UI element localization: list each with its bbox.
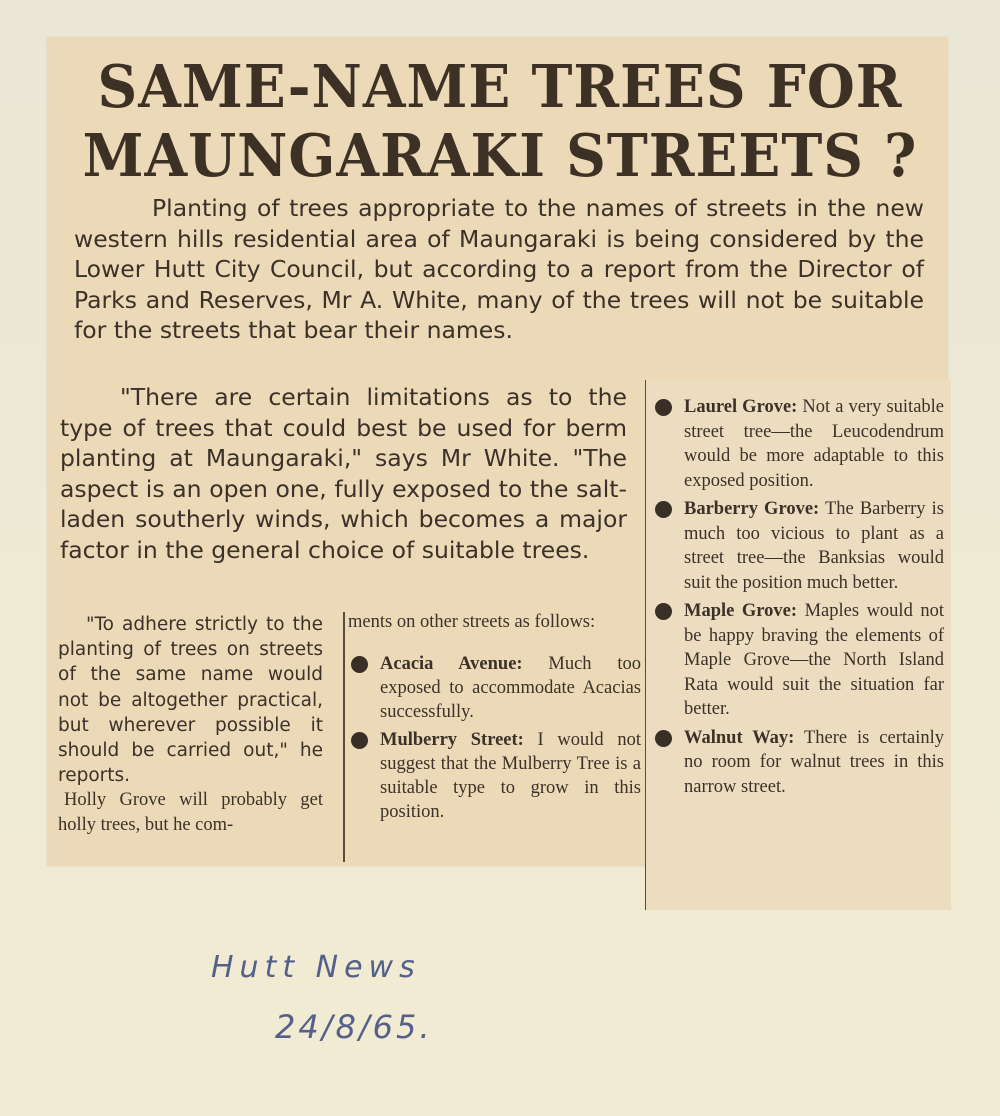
lede-text: Planting of trees appropriate to the names of streets in the new western hills residential area of Maungaraki is being considered by the Lower Hutt City Council, but according to a report from the Director of Parks and Reserves, Mr A. White, many of the trees will not be suitable for the streets that bear their names. (74, 194, 924, 344)
street-comment: Maples would not be happy braving the elements of Maple Grove—the North Island Rata would suit the situation far better. (684, 601, 944, 719)
street-name: Maple Grove: (684, 601, 798, 621)
handwritten-source: Hutt News (211, 950, 421, 985)
column-divider (343, 612, 345, 862)
street-comment: I would not suggest that the Mulberry Tree is a suitable type to grow in this position. (380, 730, 641, 822)
middle-column (348, 610, 641, 828)
street-item-maple (652, 599, 944, 722)
street-name: Acacia Avenue: (380, 654, 523, 674)
bullet-icon (655, 730, 672, 747)
headline-line-1: SAME-NAME TREES FOR (97, 50, 903, 122)
street-name: Laurel Grove: (684, 397, 798, 417)
quote-2-text: "To adhere strictly to the planting of trees on streets of the same name would not be altogether practical, but wherever possible it should be carried out," he reports. (58, 614, 323, 787)
street-item-walnut (652, 726, 944, 800)
quote-1-text: "There are certain limitations as to the type of trees that could best be used for berm planting at Maungaraki," says Mr White. "The aspect is an open one, fully exposed to the salt-laden southerly winds, which becomes a major factor in the general choice of suitable trees. (60, 383, 627, 564)
holly-paragraph (58, 788, 323, 838)
lede-paragraph (74, 193, 924, 346)
handwritten-date: 24/8/65. (275, 1008, 433, 1046)
bullet-icon (655, 399, 672, 416)
street-name: Barberry Grove: (684, 499, 820, 519)
bullet-icon (351, 732, 368, 749)
left-column (58, 612, 323, 838)
street-item-acacia (348, 652, 641, 724)
bullet-icon (655, 501, 672, 518)
street-item-barberry (652, 497, 944, 595)
bullet-icon (351, 656, 368, 673)
bullet-icon (655, 603, 672, 620)
street-comment: Much too exposed to accommodate Acacias successfully. (380, 654, 641, 722)
headline (60, 52, 940, 190)
street-item-laurel (652, 395, 944, 493)
street-name: Mulberry Street: (380, 730, 524, 750)
headline-line-2: MAUNGARAKI STREETS ? (82, 120, 918, 191)
street-item-mulberry (348, 728, 641, 824)
quote-paragraph-1 (60, 382, 627, 565)
street-comment: The Barberry is much too vicious to plant as a street tree—the Banksias would suit the position much better. (684, 499, 944, 593)
street-name: Walnut Way: (684, 727, 795, 748)
right-column (652, 395, 944, 803)
quote-paragraph-2 (58, 612, 323, 788)
street-comment: Not a very suitable street tree—the Leucodendrum would be more adaptable to this exposed position. (684, 397, 945, 491)
street-comment: There is certainly no room for walnut trees in this narrow street. (684, 727, 944, 797)
middle-intro: ments on other streets as follows: (348, 612, 596, 632)
holly-text: Holly Grove will probably get holly trees, but he com- (58, 790, 323, 836)
